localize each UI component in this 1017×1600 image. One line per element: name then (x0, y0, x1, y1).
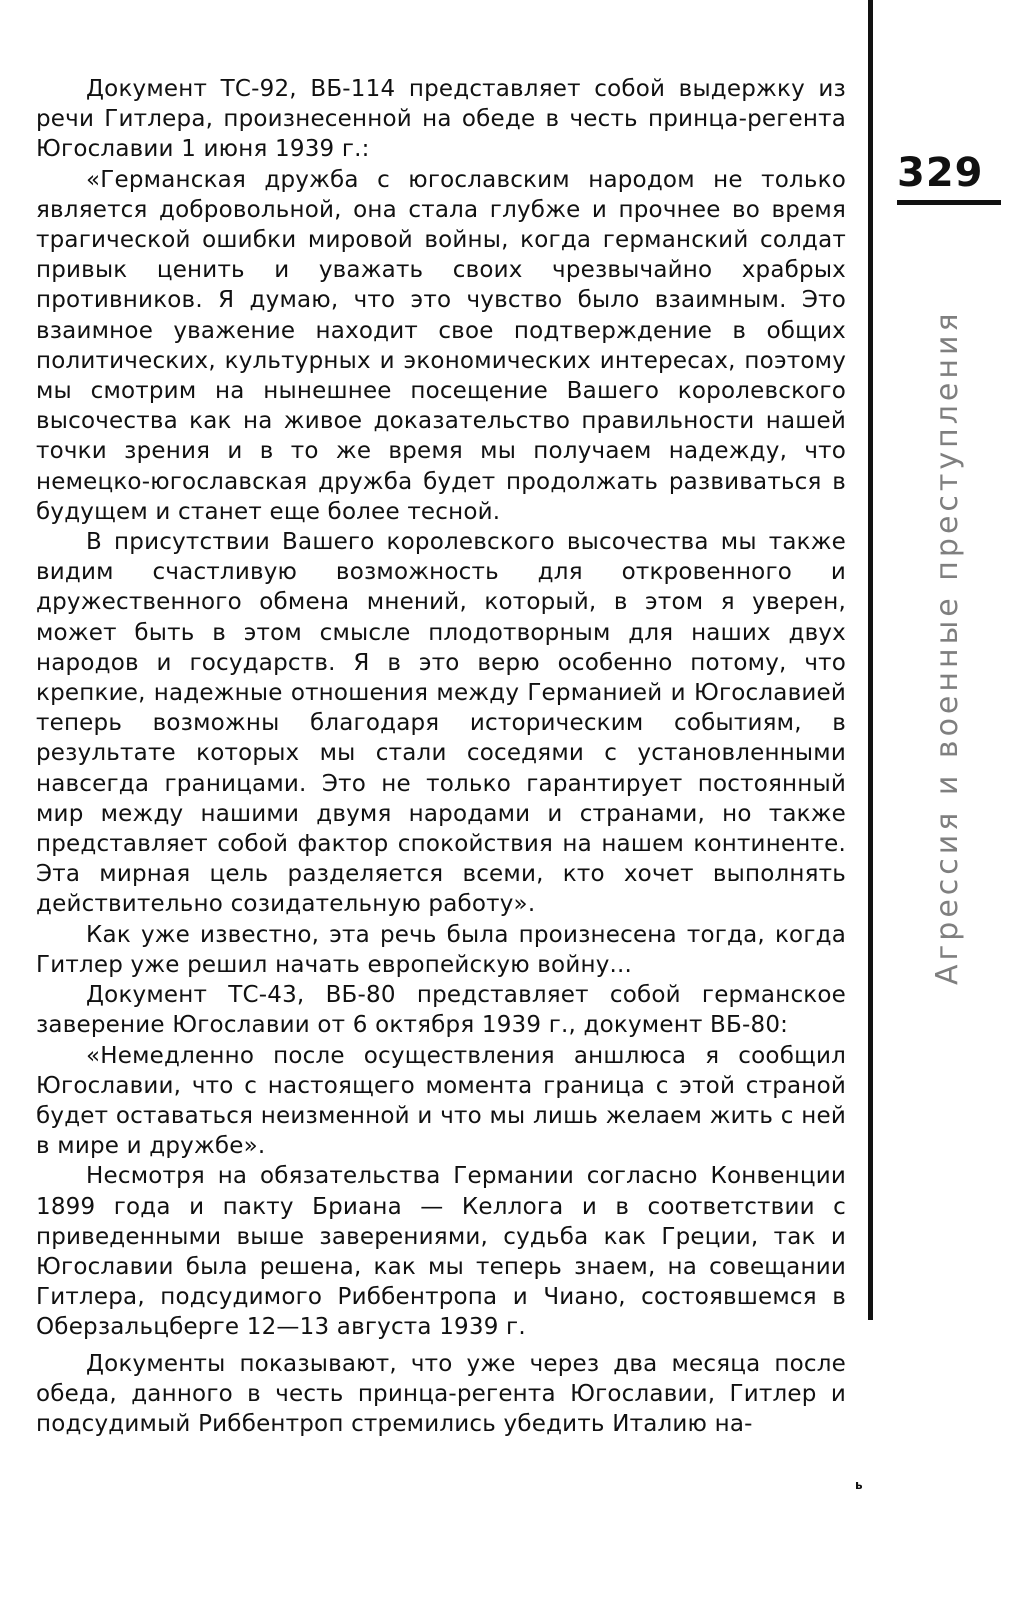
paragraph-hitler-quote-friendship: «Германская дружба с югославским народом не только является добровольной, она стала глубже и прочнее во время трагической ошибки мировой войны, когда германский солдат привык ценить и уважать своих чрезвычайно храбрых противников. Я думаю, что это чувство было взаимным. Это взаимное уважение находит свое подтверждение в общих политических, культурных и экономических интересах, поэтому мы смотрим на нынешнее посещение Вашего королевского высочества как на живое доказательство правильности нашей точки зрения и в то же время мы получаем надежду, что немецко-югославская дружба будет продолжать развиваться в будущем и станет еще более тесной. (36, 166, 846, 525)
paragraph-speech-context: Как уже известно, эта речь была произнесена тогда, когда Гитлер уже решил начать европейскую войну... (36, 921, 846, 978)
page-number-rule (897, 200, 1001, 205)
paragraph-obersalzberg-meeting: Несмотря на обязательства Германии согласно Конвенции 1899 года и пакту Бриана — Келлога и в соответствии с приведенными выше заверениями, судьба как Греции, так и Югославии была решена, как мы теперь знаем, на совещании Гитлера, подсудимого Риббентропа и Чиано, состоявшемся в Оберзальцберге 12—13 августа 1939 г. (36, 1163, 846, 1341)
page-body (36, 74, 846, 1439)
corner-mark: ь (855, 1478, 863, 1492)
paragraph-anschluss-quote: «Немедленно после осуществления аншлюса я сообщил Югославии, что с настоящего момента граница с этой страной будет оставаться неизменной и что мы лишь желаем жить с ней в мире и дружбе». (36, 1042, 846, 1160)
paragraph-document-tc43: Документ ТС-43, ВБ-80 представляет собой германское заверение Югославии от 6 октября 1939 г., документ ВБ-80: (36, 982, 846, 1039)
margin-vertical-rule (868, 0, 873, 1320)
paragraph-document-tc92: Документ ТС-92, ВБ-114 представляет собой выдержку из речи Гитлера, произнесенной на обеде в честь принца-регента Югославии 1 июня 1939 г.: (36, 76, 846, 163)
page-number: 329 (897, 150, 984, 196)
paragraph-hitler-quote-presence: В присутствии Вашего королевского высочества мы также видим счастливую возможность для откровенного и дружественного обмена мнений, который, в этом я уверен, может быть в этом смысле плодотворным для наших двух народов и государств. Я в это верю особенно потому, что крепкие, надежные отношения между Германией и Югославией теперь возможны благодаря историческим событиям, в результате которых мы стали соседями с установленными навсегда границами. Это не только гарантирует постоянный мир между нашими двумя народами и странами, но также представляет собой фактор спокойствия на нашем континенте. Эта мирная цель разделяется всеми, кто хочет выполнять действительно созидательную работу». (36, 529, 846, 918)
running-head: Агрессия и военные преступления (930, 309, 965, 985)
paragraph-documents-show: Документы показывают, что уже через два месяца после обеда, данного в честь принца-регента Югославии, Гитлер и подсудимый Риббентроп стремились убедить Италию на- (36, 1350, 846, 1437)
